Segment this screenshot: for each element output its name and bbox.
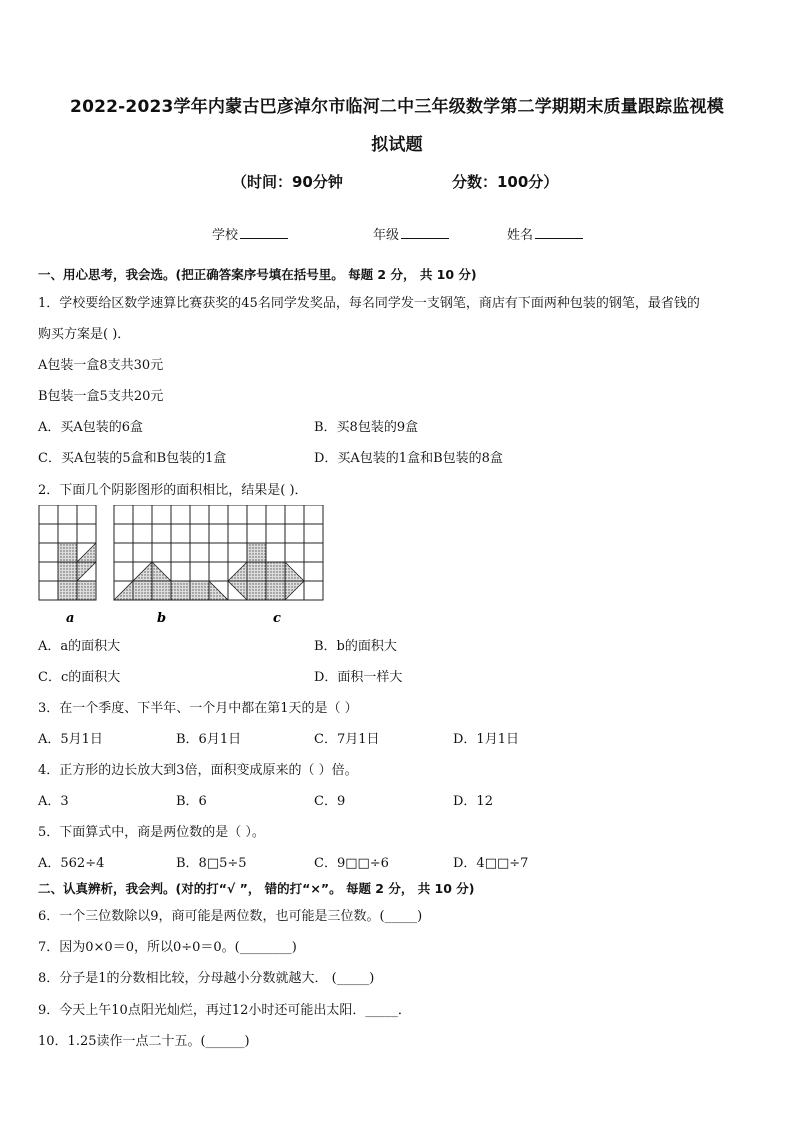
page-title-line2: 拟试题 <box>371 135 423 155</box>
q2-text: 2．下面几个阴影图形的面积相比，结果是( )． <box>38 483 308 498</box>
exam-time: （时间：90分钟 <box>232 173 343 191</box>
name-field[interactable] <box>507 224 583 243</box>
q1-option-c[interactable]: C．买A包装的5盒和B包装的1盒 <box>38 451 227 466</box>
grade-field[interactable] <box>373 224 449 243</box>
q2-option-d[interactable]: D．面积一样大 <box>314 670 403 685</box>
grid-a <box>39 505 96 600</box>
q10-text: 10．1.25读作一点二十五。(______) <box>38 1034 250 1049</box>
q2-option-a[interactable]: A．a的面积大 <box>38 639 121 654</box>
grade-label: 年级 <box>373 228 400 243</box>
grid-b <box>114 505 228 600</box>
q3-option-a[interactable]: A．5月1日 <box>38 732 103 747</box>
q5-text: 5．下面算式中，商是两位数的是（ ）。 <box>38 825 265 840</box>
q2-option-b[interactable]: B．b的面积大 <box>314 639 397 654</box>
page-title-line1: 2022-2023学年内蒙古巴彦淖尔市临河二中三年级数学第二学期期末质量跟踪监视模 <box>70 97 724 117</box>
q7-text: 7．因为0×0＝0，所以0÷0＝0。(________) <box>38 940 297 955</box>
q5-option-d[interactable]: D．4□□÷7 <box>453 856 529 871</box>
q1-info-b: B包装一盒5支共20元 <box>38 389 164 404</box>
q4-text: 4．正方形的边长放大到3倍，面积变成原来的（ ）倍。 <box>38 763 358 778</box>
q1-info-a: A包装一盒8支共30元 <box>38 358 164 373</box>
q4-option-c[interactable]: C．9 <box>314 794 346 809</box>
q4-option-a[interactable]: A．3 <box>38 794 69 809</box>
q2-option-c[interactable]: C．c的面积大 <box>38 670 121 685</box>
figure-label-c: c <box>273 611 281 626</box>
q4-option-b[interactable]: B．6 <box>176 794 207 809</box>
section1-heading: 一、用心思考，我会选。(把正确答案序号填在括号里。 每题 2 分， 共 10 分) <box>38 267 477 282</box>
q1-option-d[interactable]: D．买A包装的1盒和B包装的8盒 <box>314 451 503 466</box>
q1-text-line1: 1．学校要给区数学速算比赛获奖的45名同学发奖品，每名同学发一支钢笔，商店有下面两种包装的钢笔，最省钱的 <box>38 296 700 311</box>
q1-text-line2: 购买方案是( )． <box>38 327 131 342</box>
school-field[interactable] <box>212 224 288 243</box>
q5-option-a[interactable]: A．562÷4 <box>38 856 105 871</box>
q3-option-b[interactable]: B．6月1日 <box>176 732 242 747</box>
q4-option-d[interactable]: D．12 <box>453 794 493 809</box>
figure-label-a: a <box>66 611 75 626</box>
exam-score: 分数：100分） <box>452 173 559 191</box>
q5-option-b[interactable]: B．8□5÷5 <box>176 856 247 871</box>
school-label: 学校 <box>212 228 239 243</box>
name-label: 姓名 <box>507 228 534 243</box>
q8-text: 8．分子是1的分数相比较，分母越小分数就越大． (_____) <box>38 971 375 986</box>
figure-label-b: b <box>157 611 167 626</box>
q3-text: 3．在一个季度、下半年、一个月中都在第1天的是（ ） <box>38 701 358 716</box>
grid-c <box>228 505 323 600</box>
section2-heading: 二、认真辨析，我会判。(对的打“√ ”， 错的打“×”。 每题 2 分， 共 10 分) <box>38 881 475 896</box>
q2-figure <box>36 505 336 627</box>
q9-text: 9．今天上午10点阳光灿烂，再过12小时还可能出太阳．_____． <box>38 1003 411 1018</box>
q1-option-b[interactable]: B．买8包装的9盒 <box>314 420 419 435</box>
q3-option-d[interactable]: D．1月1日 <box>453 732 519 747</box>
q5-option-c[interactable]: C．9□□÷6 <box>314 856 389 871</box>
q1-option-a[interactable]: A．买A包装的6盒 <box>38 420 144 435</box>
q6-text: 6．一个三位数除以9，商可能是两位数，也可能是三位数。(_____) <box>38 909 423 924</box>
q3-option-c[interactable]: C．7月1日 <box>314 732 380 747</box>
